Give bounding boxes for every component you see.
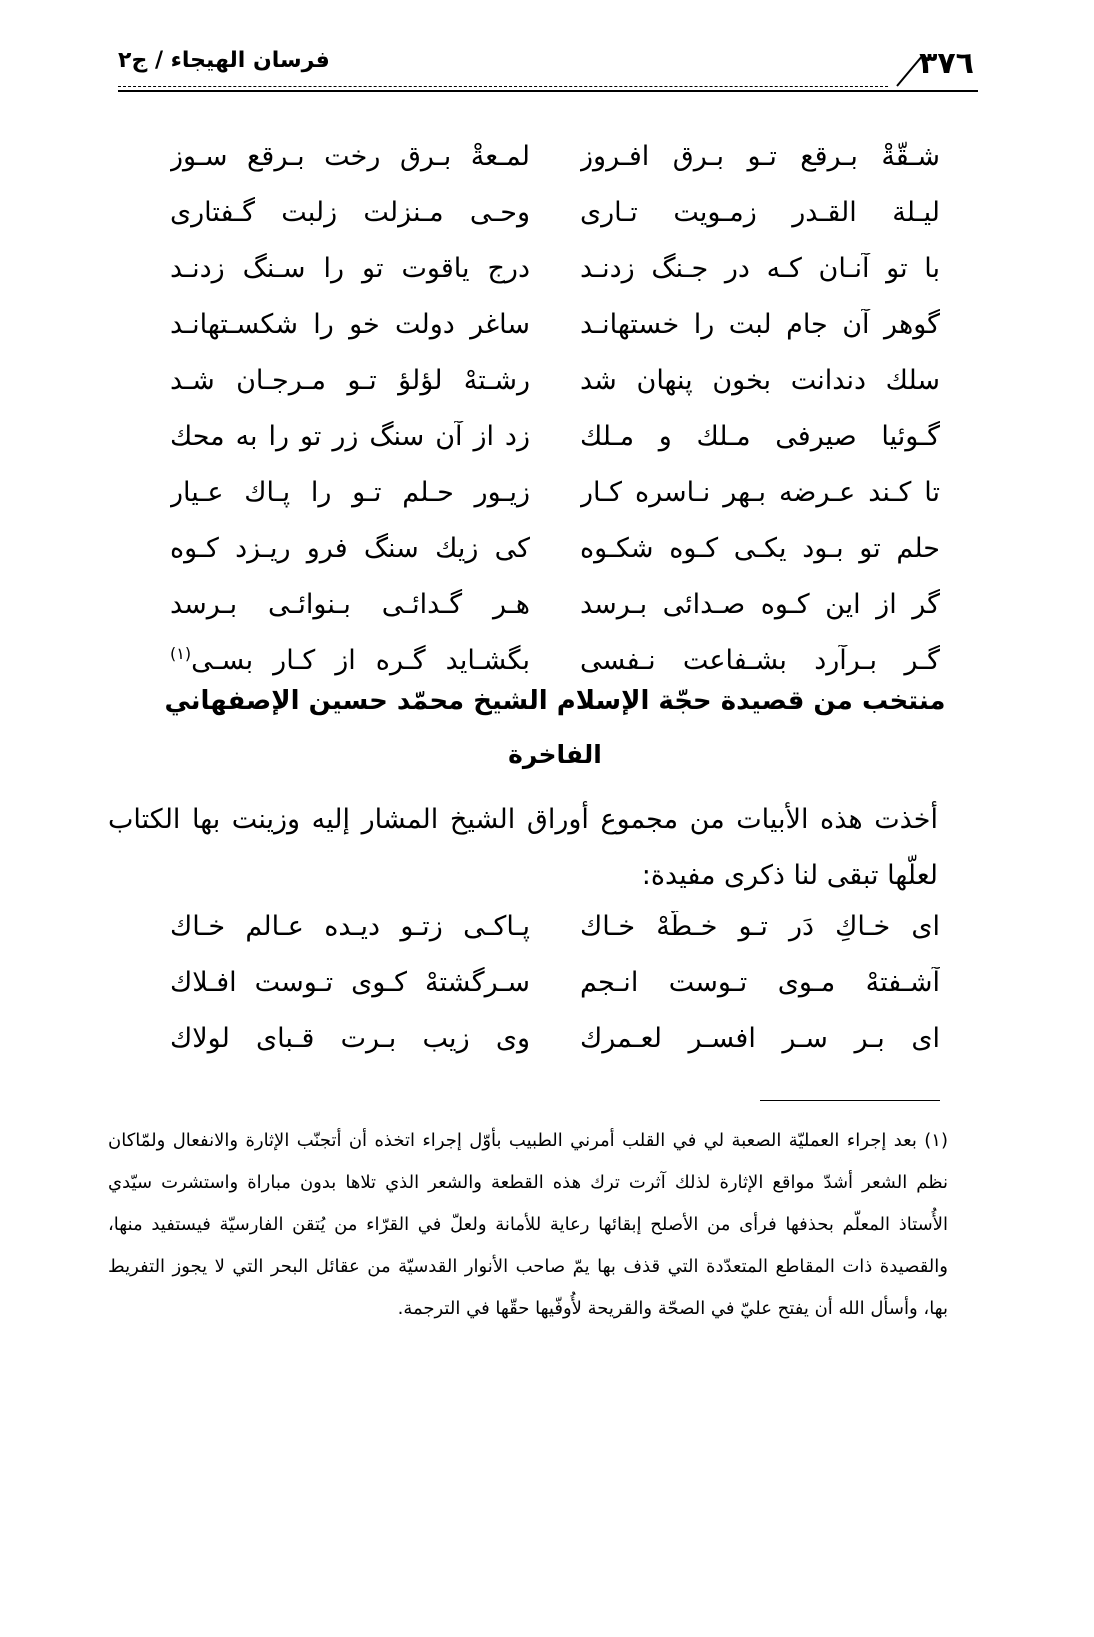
poem-verse (170, 1010, 940, 1066)
hemistich-right: ليـلة القـدر زمـويت تـارى (580, 196, 940, 228)
hemistich-right: اى خـاكِ دَرِ تـو خـطّهْ خـاك (580, 910, 940, 942)
poem-verse (170, 576, 940, 632)
hemistich-right: گوهر آن جام لبت را خستهانـد (580, 308, 940, 340)
hemistich-left: رشـتهْ لؤلؤ تـو مـرجـان شـد (170, 364, 530, 396)
poem-verse (170, 464, 940, 520)
header-rule-thin (118, 86, 888, 87)
running-header (118, 40, 978, 96)
hemistich-left: زيـور حـلم تـو را پـاك عـيار (170, 476, 530, 508)
poem-bottom (170, 898, 940, 1066)
poem-verse (170, 898, 940, 954)
hemistich-left: پـاكـى زتـو ديـده عـالم خـاك (170, 910, 530, 942)
section-subheading: الفاخرة (508, 740, 602, 769)
poem-verse (170, 632, 940, 688)
header-rule (118, 90, 978, 92)
hemistich-right: گـوئيا صيرفى مـلك و مـلك (580, 420, 940, 452)
hemistich-right: سلك دندانت بخون پنهان شد (580, 364, 940, 396)
hemistich-left: درج ياقوت تو را سـنگ زدنـد (170, 252, 530, 284)
intro-paragraph: أخذت هذه الأبيات من مجموع أوراق الشيخ المشار إليه وزينت بها الكتاب لعلّها تبقى لنا ذكرى مفيدة: (108, 804, 938, 891)
hemistich-left: زد از آن سنگ زر تو را به محك (170, 420, 530, 452)
hemistich-left: كى زيك سنگ فرو ريـزد كـوه (170, 532, 530, 564)
poem-verse (170, 408, 940, 464)
poem-verse (170, 520, 940, 576)
poem-verse (170, 240, 940, 296)
footnote: (١) بعد إجراء العمليّة الصعبة لي في القلب أمرني الطبيب بأوّل إجراء اتخذه أن أتجنّب الإثارة والانفعال ولمّاكان نظم الشعر أشدّ مواقع الإثارة لذلك آثرت ترك هذه القطعة والشعر الذي تلاها بدون مباراة واستشرت سيّدي الأُستاذ المعلّم بحذفها فرأى من الأصلح إبقائها رعاية للأمانة ولعلّ في القرّاء من يُتقن الفارسيّة فيستفيد منها، والقصيدة ذات المقاطع المتعدّدة التي قذف بها يمّ صاحب الأنوار القدسيّة من عقائل البحر التي لا يجوز التفريط بها، وأسأل الله أن يفتح عليّ في الصحّة والقريحة لأُوفّيها حقّها في الترجمة. (108, 1130, 948, 1319)
footnote-marker[interactable]: (١) (170, 644, 192, 663)
hemistich-right: تا كـند عـرضه بـهر نـاسره كـار (580, 476, 940, 508)
poem-verse (170, 184, 940, 240)
hemistich-right: حلم تو بـود يكـى كـوه شكـوه (580, 532, 940, 564)
hemistich-left: بگشـايد گـره از كـار بسـى (191, 645, 530, 676)
hemistich-right: گـر بـرآرد بشـفاعت نـفسى (580, 644, 940, 676)
hemistich-left: وى زيب بـرت قـباى لولاك (170, 1022, 530, 1054)
hemistich-left: ساغر دولت خو را شكسـتهانـد (170, 308, 530, 340)
hemistich-right: گر از اين كـوه صـدائى بـرسد (580, 588, 940, 620)
header-title: فرسان الهيجاء / ج۲ (118, 48, 330, 73)
poem-verse (170, 128, 940, 184)
hemistich-left-with-footnote (170, 644, 530, 676)
poem-top (170, 128, 940, 688)
hemistich-left: وحـى مـنزلت زلبت گـفتارى (170, 196, 530, 228)
page-number: ۳۷٦ (919, 46, 974, 81)
hemistich-right: آشـفتهْ مـوى تـوست انـجم (580, 966, 940, 998)
hemistich-right: با تو آنـان كـه درِ جـنگ زدنـد (580, 252, 940, 284)
footnote-separator (760, 1100, 940, 1101)
poem-verse (170, 954, 940, 1010)
section-heading: منتخب من قصيدة حجّة الإسلام الشيخ محمّد حسين الإصفهاني (164, 686, 946, 716)
hemistich-right: اى بـر سـر افسـر لعـمرك (580, 1022, 940, 1054)
hemistich-left: لمـعةْ بـرق رخت بـرقع سـوز (170, 140, 530, 172)
poem-verse (170, 296, 940, 352)
hemistich-left: هـر گـدائـى بـنوائـى بـرسد (170, 588, 530, 620)
poem-verse (170, 352, 940, 408)
hemistich-left: سـرگشتهْ كـوى تـوست افـلاك (170, 966, 530, 998)
hemistich-right: شـقّةْ بـرقع تـو بـرق افـروز (580, 140, 940, 172)
